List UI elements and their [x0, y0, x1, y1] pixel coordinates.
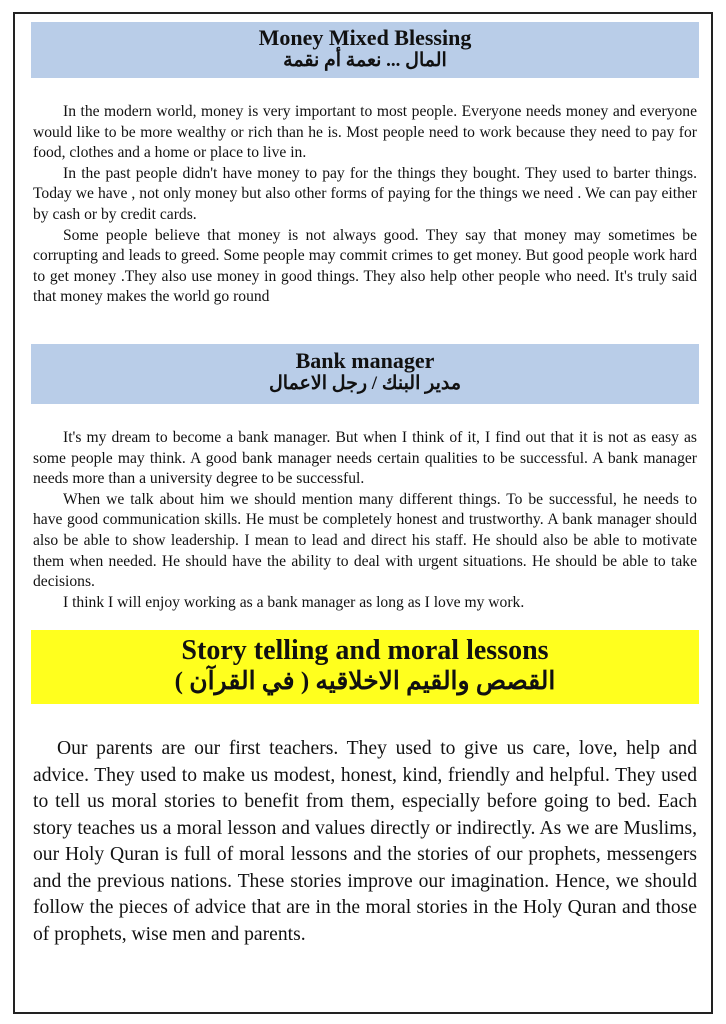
paragraph: Some people believe that money is not always good. They say that money may sometimes be corrupting and leads to greed. Some people may commit crimes to get money. But good people work hard to get money .They also use money in good things. They also help other people who need. It's truly said that money makes the world go round: [33, 226, 697, 306]
heading-title-money-arabic: المال ... نعمة أم نقمة: [283, 50, 447, 72]
section-heading-story-telling: [31, 630, 699, 704]
paragraph: In the modern world, money is very important to most people. Everyone needs money and everyone would like to be more wealthy or rich than he is. Most people need to work because they need to pay for food, clothes and a home or place to live in.: [33, 103, 697, 162]
paragraph: Our parents are our first teachers. They used to give us care, love, help and advice. They used to make us modest, honest, kind, friendly and helpful. They used to tell us moral stories to benefit from them, especially before going to bed. Each story teaches us a moral lesson and values directly or indirectly. As we are Muslims, our Holy Quran is full of moral lessons and the stories of our prophets, messengers and the previous nations. These stories improve our imagination. Hence, we should follow the pieces of advice that are in the moral stories in the Holy Quran and those of prophets, wise men and parents.: [33, 738, 697, 945]
heading-title-bank-manager: Bank manager: [295, 348, 435, 373]
section-body-bank-manager: [33, 428, 697, 613]
heading-title-bank-manager-arabic: مدير البنك / رجل الاعمال: [268, 373, 462, 395]
section-body-story-telling: [33, 736, 697, 948]
heading-title-money: Money Mixed Blessing: [258, 25, 472, 50]
section-heading-bank-manager: [31, 344, 699, 404]
section-body-money: [33, 102, 697, 308]
heading-title-story-telling-arabic: القصص والقيم الاخلاقيه ( في القرآن ): [174, 667, 556, 695]
paragraph: When we talk about him we should mention many different things. To be successful, he needs to have good communication skills. He must be completely honest and trustworthy. A bank manager should also be able to show leadership. I mean to lead and direct his staff. He should also be able to motivate them when needed. He should have the ability to deal with urgent situations. He should be able to take decisions.: [33, 490, 697, 591]
document-page: [13, 12, 713, 1014]
paragraph: In the past people didn't have money to pay for the things they bought. They used to barter things. Today we have , not only money but also other forms of paying for the things we need . We can pay either by cash or by credit cards.: [33, 164, 697, 223]
section-heading-money: [31, 22, 699, 78]
paragraph: It's my dream to become a bank manager. But when I think of it, I find out that it is not as easy as some people may think. A good bank manager needs certain qualities to be successful. A bank manager needs more than a university degree to be successful.: [33, 429, 697, 488]
paragraph: I think I will enjoy working as a bank manager as long as I love my work.: [63, 593, 525, 611]
heading-title-story-telling: Story telling and moral lessons: [181, 635, 549, 666]
